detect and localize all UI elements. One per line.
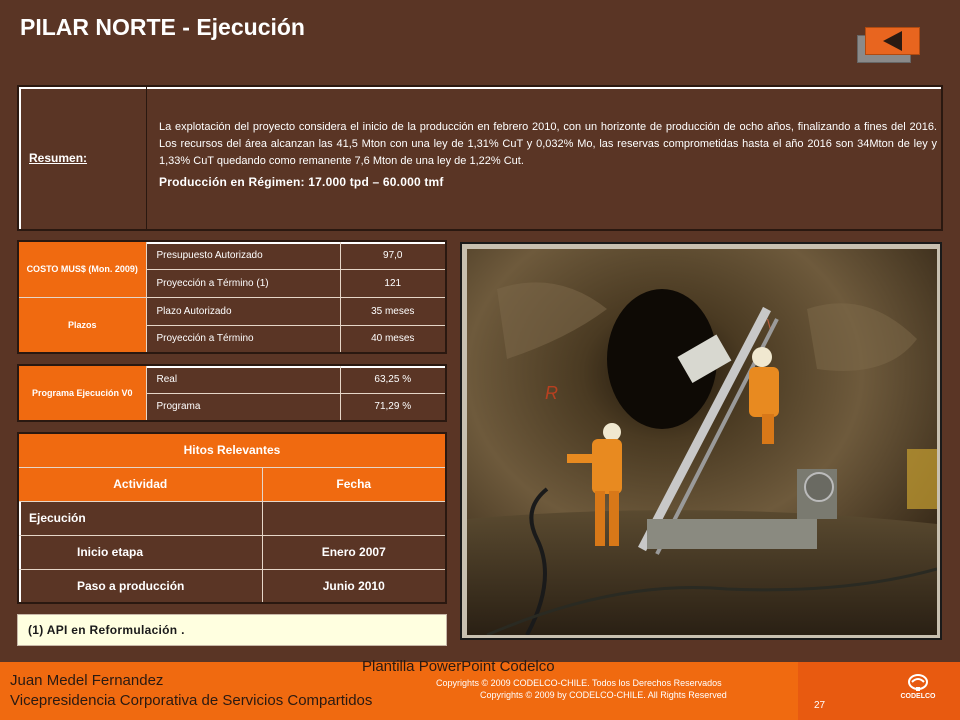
cost-row-value: 97,0 <box>340 241 446 269</box>
program-row-label: Programa <box>146 393 340 421</box>
copyright-es: Copyrights © 2009 CODELCO-CHILE. Todos los Derechos Reservados <box>436 678 722 688</box>
milestones-table <box>17 432 447 604</box>
template-name: Plantilla PowerPoint Codelco <box>362 658 555 675</box>
milestone-date <box>262 501 446 535</box>
svg-text:R: R <box>545 383 558 403</box>
program-label: Programa Ejecución V0 <box>18 365 146 421</box>
codelco-logo <box>888 674 948 700</box>
page-number: 27 <box>814 700 826 711</box>
plazos-label: Plazos <box>18 297 146 353</box>
page-title: PILAR NORTE - Ejecución <box>20 14 305 40</box>
photo-frame <box>460 242 942 640</box>
cost-label: COSTO MUS$ (Mon. 2009) <box>18 241 146 297</box>
milestones-header: Hitos Relevantes <box>18 433 446 467</box>
author-name: Juan Medel Fernandez <box>10 672 164 689</box>
summary-panel <box>17 85 943 231</box>
milestone-date: Junio 2010 <box>262 569 446 603</box>
program-row-label: Real <box>146 365 340 393</box>
footnote: (1) API en Reformulación . <box>17 614 447 646</box>
footer <box>0 658 960 720</box>
summary-text-block <box>159 119 937 191</box>
milestone-activity: Inicio etapa <box>18 535 262 569</box>
table-row <box>18 501 446 535</box>
table-row <box>18 535 446 569</box>
cost-schedule-table <box>17 240 447 354</box>
milestone-activity: Ejecución <box>18 501 262 535</box>
schedule-row-label: Proyección a Término <box>146 325 340 353</box>
codelco-logo-text: CODELCO <box>900 693 936 700</box>
table-row <box>18 569 446 603</box>
mine-tunnel-photo <box>467 249 937 635</box>
summary-text: La explotación del proyecto considera el inicio de la producción en febrero 2010, con un horizonte de producción de ocho años, finalizando a fines del 2016. Los recursos del área alcanzan las 41,5 Mton con una ley de 1,31% CuT y 0,032% Mo, las reservas comprometidas hasta el año 2016 son 34Mton de ley y 1,33% CuT quedando como remanente 7,6 Mton de una ley de 1,22% Cut. <box>159 121 937 167</box>
summary-label: Resumen: <box>19 87 147 229</box>
program-row-value: 63,25 % <box>340 365 446 393</box>
schedule-row-value: 40 meses <box>340 325 446 353</box>
program-row-value: 71,29 % <box>340 393 446 421</box>
cost-row-value: 121 <box>340 269 446 297</box>
schedule-row-value: 35 meses <box>340 297 446 325</box>
milestone-date: Enero 2007 <box>262 535 446 569</box>
production-rate: Producción en Régimen: 17.000 tpd – 60.000 tmf <box>159 175 444 189</box>
copyright-en: Copyrights © 2009 by CODELCO-CHILE. All Rights Reserved <box>480 690 727 700</box>
milestones-col-activity: Actividad <box>18 467 262 501</box>
schedule-row-label: Plazo Autorizado <box>146 297 340 325</box>
milestones-col-date: Fecha <box>262 467 446 501</box>
cost-row-label: Proyección a Término (1) <box>146 269 340 297</box>
program-table <box>17 364 447 422</box>
back-button[interactable] <box>865 27 920 55</box>
svg-text:\: \ <box>767 316 771 332</box>
codelco-logo-icon <box>907 674 929 692</box>
milestone-activity: Paso a producción <box>18 569 262 603</box>
cost-row-label: Presupuesto Autorizado <box>146 241 340 269</box>
mine-tunnel-illustration <box>467 249 937 635</box>
back-arrow-icon <box>883 31 902 51</box>
department: Vicepresidencia Corporativa de Servicios Compartidos <box>10 692 373 709</box>
